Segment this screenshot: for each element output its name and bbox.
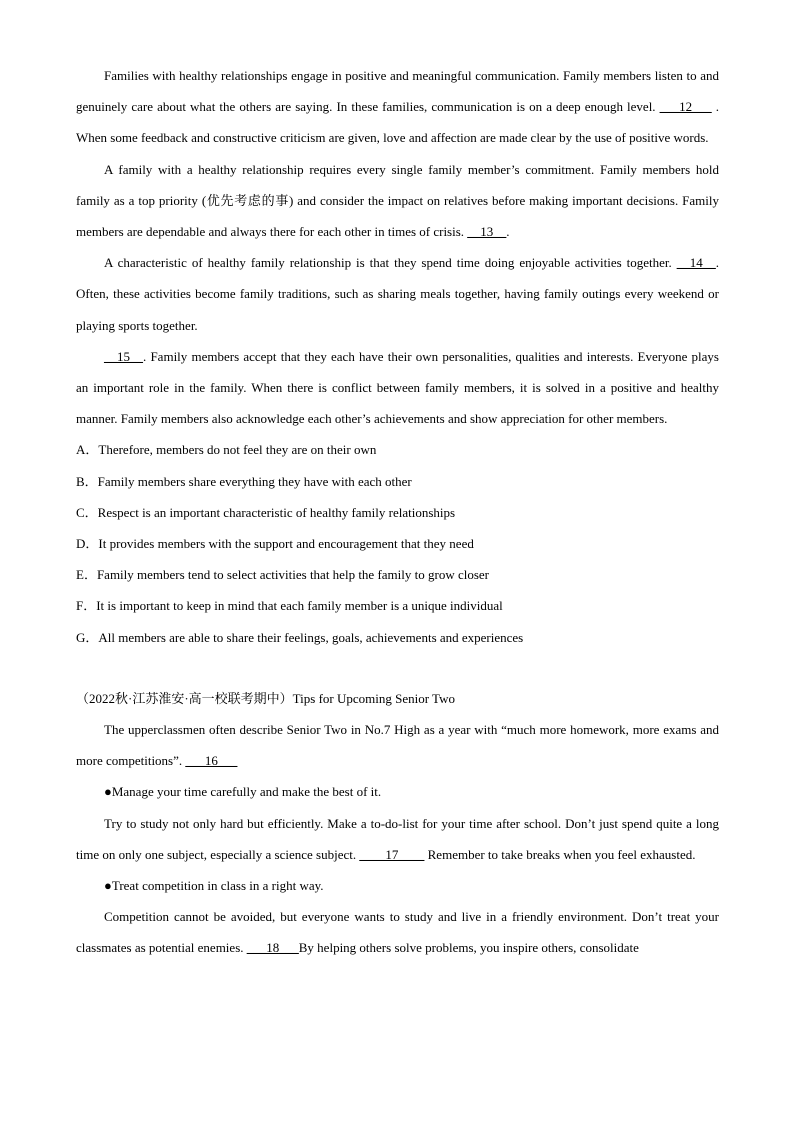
option-c: C．Respect is an important characteristic of healthy family relationships <box>76 504 456 520</box>
option-f: F．It is important to keep in mind that each family member is a unique individual <box>76 598 503 614</box>
paragraph-activities: A characteristic of healthy family relationship is that they spend time doing enjoyable activities together. __14__. Often, these activities become family traditions, such as sharing meals together, having family outings every weekend or playing sports together. <box>76 255 719 333</box>
blank-12[interactable]: ___12___ <box>659 99 712 115</box>
option-d: D．It provides members with the support and encouragement that they need <box>76 536 474 552</box>
blank-13[interactable]: __13__ <box>467 224 507 240</box>
paragraph-competition: Competition cannot be avoided, but everyone wants to study and live in a friendly environment. Don’t treat your classmates as potential enemies. ___18___By helping others solve problems, you inspire others, consolidate <box>76 909 719 956</box>
paragraph-individuality: __15__. Family members accept that they each have their own personalities, qualities and interests. Everyone plays an important role in the family. When there is conflict between family members, it is solved in a positive and healthy manner. Family members also acknowledge each other’s achievements and show appreciation for other members. <box>76 348 719 427</box>
option-b: B．Family members share everything they have with each other <box>76 473 412 489</box>
blank-18[interactable]: ___18___ <box>246 940 299 956</box>
section-heading: （2022秋·江苏淮安·高一校联考期中）Tips for Upcoming Senior Two <box>76 690 455 706</box>
blank-17[interactable]: ____17____ <box>359 846 425 862</box>
blank-14[interactable]: __14__ <box>676 255 716 271</box>
section-gap <box>76 653 719 683</box>
answer-options <box>76 434 719 652</box>
bullet-manage-time: ●Manage your time carefully and make the best of it. <box>104 784 382 800</box>
paragraph-intro: The upperclassmen often describe Senior Two in No.7 High as a year with “much more homework, more exams and more competitions”. ___16___ <box>76 722 719 769</box>
blank-15[interactable]: __15__ <box>104 348 143 364</box>
bullet-competition: ●Treat competition in class in a right way. <box>104 878 324 894</box>
option-a: A．Therefore, members do not feel they are on their own <box>76 442 377 458</box>
option-e: E．Family members tend to select activities that help the family to grow closer <box>76 567 490 583</box>
document-page <box>76 60 719 964</box>
blank-16[interactable]: ___16___ <box>185 753 238 769</box>
paragraph-study: Try to study not only hard but efficiently. Make a to-do-list for your time after school. Don’t just spend quite a long time on only one subject, especially a science subject. ____17____ Remember to take breaks when you feel exhausted. <box>76 815 719 862</box>
option-g: G．All members are able to share their feelings, goals, achievements and experiences <box>76 629 524 645</box>
paragraph-communication: Families with healthy relationships engage in positive and meaningful communication. Family members listen to and genuinely care about what the others are saying. In these families, communication is on a deep enough level. ___12___ . When some feedback and constructive criticism are given, love and affection are made clear by the use of positive words. <box>76 68 719 146</box>
paragraph-commitment: A family with a healthy relationship requires every single family member’s commitment. Family members hold family as a top priority (优先考虑的事) and consider the impact on relatives before making important decisions. Family members are dependable and always there for each other in times of crisis. __13__. <box>76 161 719 240</box>
